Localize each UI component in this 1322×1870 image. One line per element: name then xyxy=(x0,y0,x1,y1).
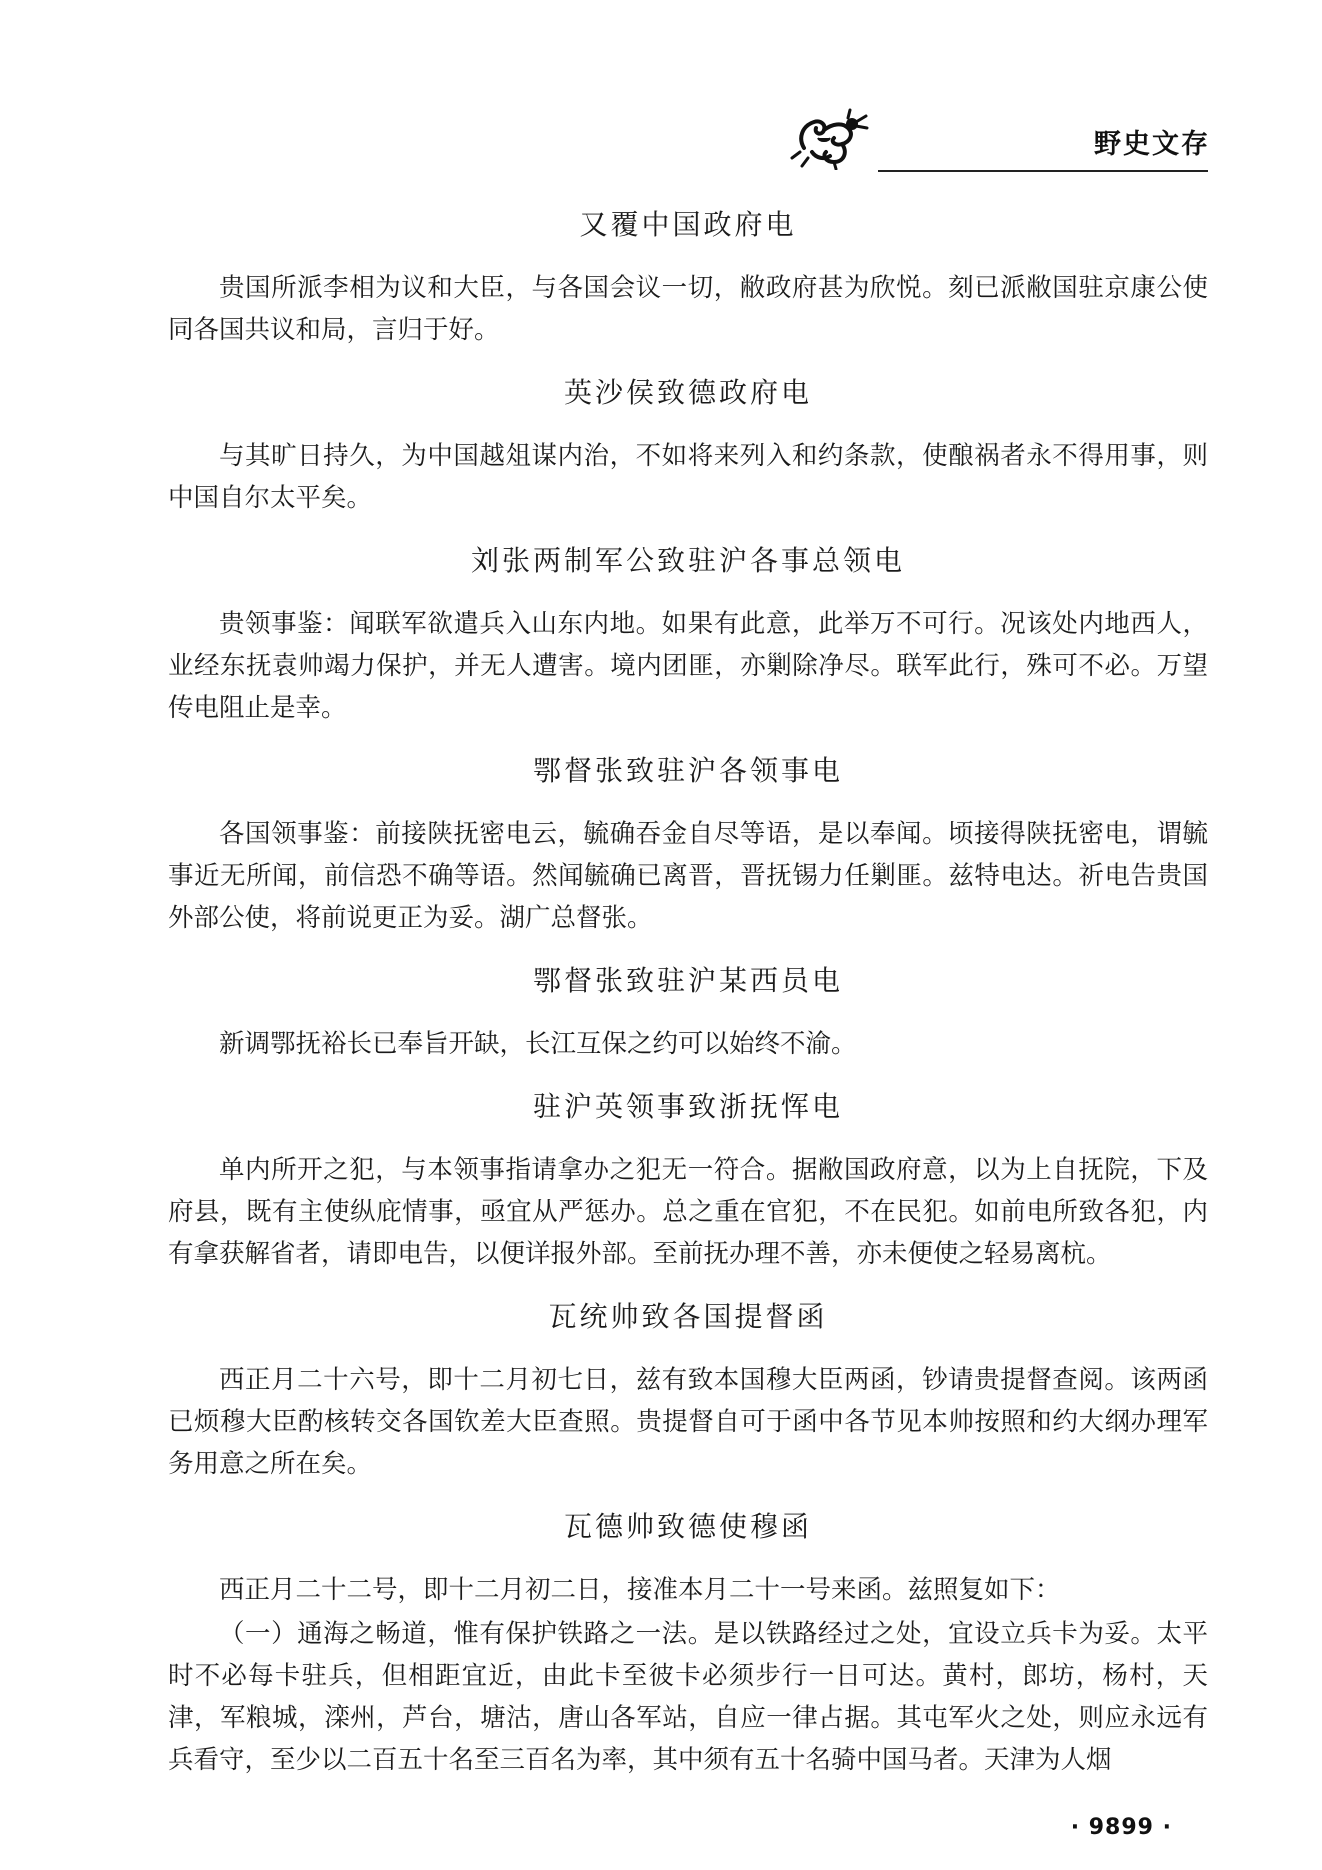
section-title: 驻沪英领事致浙抚恽电 xyxy=(532,1090,843,1123)
paragraph: 西正月二十六号，即十二月初七日，兹有致本国穆大臣两函，钞请贵提督查阅。该两函已烦穆大臣酌核转交各国钦差大臣查照。贵提督自可于函中各节见本帅按照和约大纲办理军务用意之所在矣。 xyxy=(168,1365,1208,1479)
section-title: 瓦德帅致德使穆函 xyxy=(563,1510,812,1543)
section-title: 刘张两制军公致驻沪各事总领电 xyxy=(470,544,905,577)
section-title: 瓦统帅致各国提督函 xyxy=(548,1300,828,1333)
paragraph: （一）通海之畅道，惟有保护铁路之一法。是以铁路经过之处，宜设立兵卡为妥。太平时不必每卡驻兵，但相距宜近，由此卡至彼卡必须步行一日可达。黄村，郎坊，杨村，天津，军粮城，滦州，芦台，塘沽，唐山各军站，自应一律占据。其屯军火之处，则应永远有兵看守，至少以二百五十名至三百名为率，其中须有五十名骑中国马者。天津为人烟 xyxy=(168,1619,1208,1775)
header-rule xyxy=(878,170,1208,172)
section-title: 又覆中国政府电 xyxy=(579,208,797,241)
paragraph: 单内所开之犯，与本领事指请拿办之犯无一符合。据敝国政府意，以为上自抚院，下及府县，既有主使纵庇情事，亟宜从严惩办。总之重在官犯，不在民犯。如前电所致各犯，内有拿获解省者，请即电告，以便详报外部。至前抚办理不善，亦未便使之轻易离杭。 xyxy=(168,1155,1208,1269)
section xyxy=(168,1297,1208,1485)
paragraph: 贵领事鉴：闻联军欲遣兵入山东内地。如果有此意，此举万不可行。况该处内地西人，业经东抚袁帅竭力保护，并无人遭害。境内团匪，亦剿除净尽。联军此行，殊可不必。万望传电阻止是幸。 xyxy=(168,609,1208,723)
paragraph: 与其旷日持久，为中国越俎谋内治，不如将来列入和约条款，使酿祸者永不得用事，则中国自尔太平矣。 xyxy=(168,441,1208,513)
section xyxy=(168,541,1208,729)
running-title: 野史文存 xyxy=(1094,129,1210,160)
paragraph: 新调鄂抚裕长已奉旨开缺，长江互保之约可以始终不渝。 xyxy=(219,1029,857,1059)
section-title: 鄂督张致驻沪某西员电 xyxy=(532,964,843,997)
section xyxy=(168,1087,1208,1275)
paragraph: 西正月二十二号，即十二月初二日，接准本月二十一号来函。兹照复如下： xyxy=(219,1575,1061,1605)
section xyxy=(168,751,1208,939)
section xyxy=(168,373,1208,519)
page-number: · 9899 · xyxy=(1070,1815,1172,1840)
section xyxy=(168,1507,1208,1781)
section xyxy=(168,961,1208,1065)
dragon-icon xyxy=(790,108,870,170)
section-title: 英沙侯致德政府电 xyxy=(563,376,812,409)
paragraph: 各国领事鉴：前接陕抚密电云，毓确吞金自尽等语，是以奉闻。顷接得陕抚密电，谓毓事近无所闻，前信恐不确等语。然闻毓确已离晋，晋抚锡力任剿匪。兹特电达。祈电告贵国外部公使，将前说更正为妥。湖广总督张。 xyxy=(168,819,1208,933)
main-text xyxy=(168,205,1208,1803)
page-header xyxy=(790,108,1210,172)
paragraph: 贵国所派李相为议和大臣，与各国会议一切，敝政府甚为欣悦。刻已派敝国驻京康公使同各国共议和局，言归于好。 xyxy=(168,273,1208,345)
section xyxy=(168,205,1208,351)
section-title: 鄂督张致驻沪各领事电 xyxy=(532,754,843,787)
